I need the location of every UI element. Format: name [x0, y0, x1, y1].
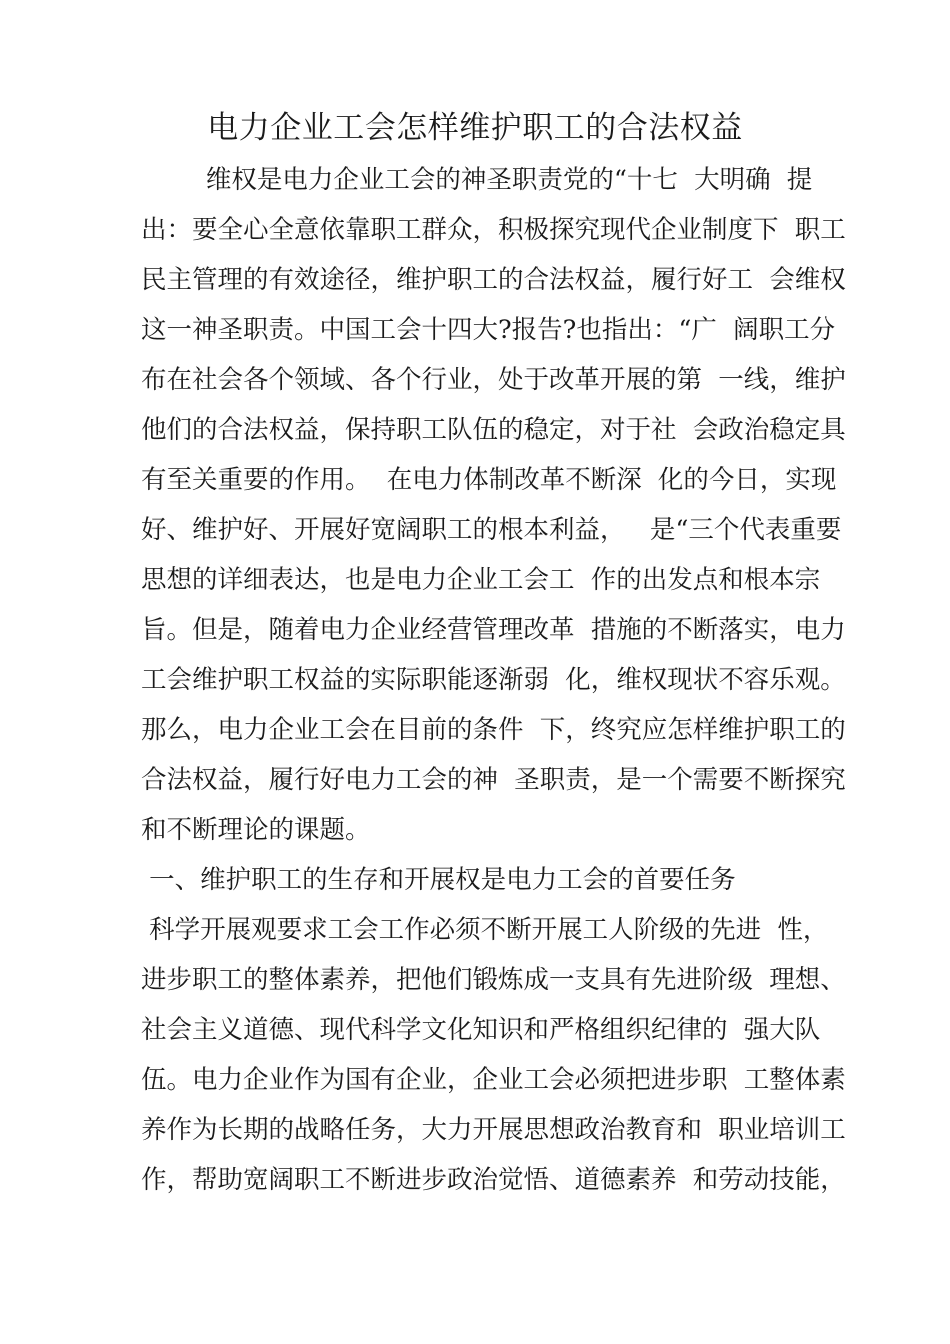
document-title: 电力企业工会怎样维护职工的合法权益 — [207, 110, 743, 146]
body-line-7: 有至关重要的作用。 在电力体制改革不断深 化的今日，实现 — [141, 465, 837, 495]
body-line-5: 布在社会各个领域、各个行业，处于改革开展的第 一线，维护 — [141, 365, 846, 395]
body-line-11: 工会维护职工权益的实际职能逐渐弱 化，维权现状不容乐观。 — [141, 665, 846, 695]
body-line-8: 好、维护好、开展好宽阔职工的根本利益， 是“三个代表重要 — [141, 515, 842, 545]
body-line-1: 维权是电力企业工会的神圣职责党的“十七 大明确 提 — [141, 165, 813, 195]
body-line-20: 作，帮助宽阔职工不断进步政治觉悟、道德素养 和劳动技能， — [141, 1165, 846, 1195]
body-line-6: 他们的合法权益，保持职工队伍的稳定，对于社 会政治稳定具 — [141, 415, 846, 445]
body-line-17: 社会主义道德、现代科学文化知识和严格组织纪律的 强大队 — [141, 1015, 821, 1045]
body-line-4: 这一神圣职责。中国工会十四大?报告?也指出：“广 阔职工分 — [141, 315, 836, 345]
body-line-3: 民主管理的有效途径，维护职工的合法权益，履行好工 会维权 — [141, 265, 846, 295]
body-line-13: 合法权益，履行好电力工会的神 圣职责，是一个需要不断探究 — [141, 765, 846, 795]
body-line-16: 进步职工的整体素养，把他们锻炼成一支具有先进阶级 理想、 — [141, 965, 846, 995]
body-line-19: 养作为长期的战略任务，大力开展思想政治教育和 职业培训工 — [141, 1115, 846, 1145]
body-line-12: 那么，电力企业工会在目前的条件 下，终究应怎样维护职工的 — [141, 715, 846, 745]
body-line-18: 伍。电力企业作为国有企业，企业工会必须把进步职 工整体素 — [141, 1065, 846, 1095]
body-line-9: 思想的详细表达，也是电力企业工会工 作的出发点和根本宗 — [141, 565, 821, 595]
body-line-15: 科学开展观要求工会工作必须不断开展工人阶级的先进 性， — [141, 915, 829, 945]
body-line-14: 和不断理论的课题。 — [141, 815, 371, 845]
section-heading-1: 一、维护职工的生存和开展权是电力工会的首要任务 — [141, 865, 736, 895]
body-line-2: 出：要全心全意依靠职工群众，积极探究现代企业制度下 职工 — [141, 215, 846, 245]
body-line-10: 旨。但是，随着电力企业经营管理改革 措施的不断落实，电力 — [141, 615, 846, 645]
